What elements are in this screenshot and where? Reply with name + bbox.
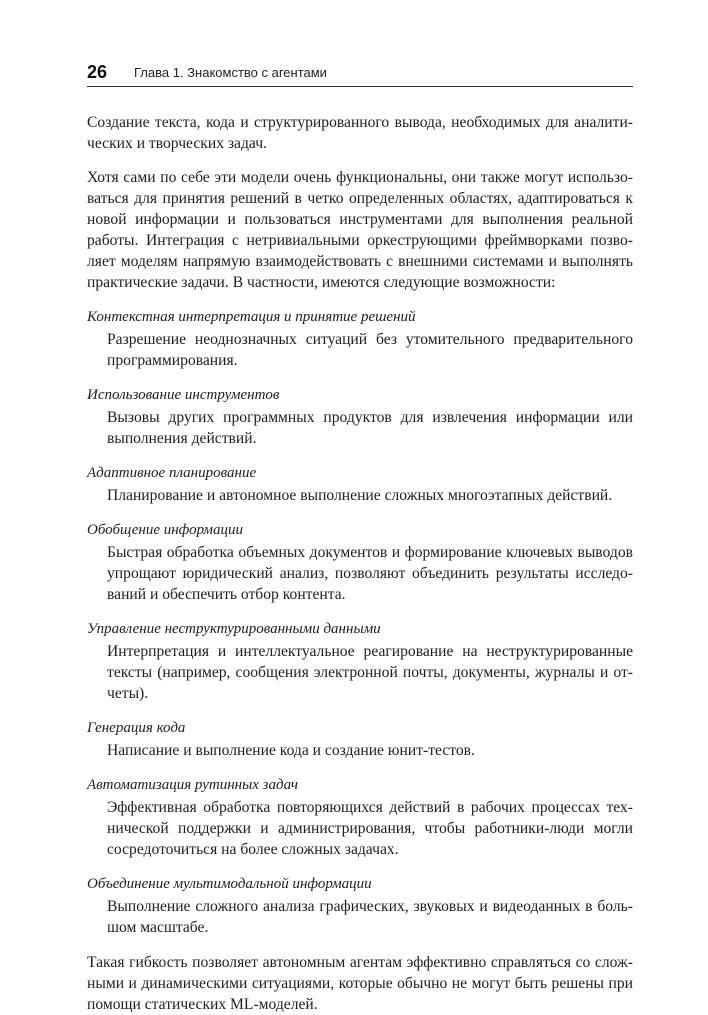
list-item [87,307,633,371]
running-title: Глава 1. Знакомство с агентами [134,65,327,80]
capability-description: Выполнение сложного анализа графических, звуковых и видеоданных в большом масштабе. [107,898,633,936]
capability-term: Объединение мультимодальной информации [87,876,372,892]
intro-paragraph: Создание текста, кода и структурированного вывода, необходимых для аналитических и творческих задач. [87,114,633,152]
page-header [87,60,633,87]
list-item [87,619,633,704]
capability-term: Управление неструктурированными данными [87,621,381,637]
capability-term: Обобщение информации [87,522,243,538]
capability-term: Генерация кода [87,720,186,736]
capability-description: Эффективная обработка повторяющихся действий в рабочих процессах технической поддержки и администрирования, чтобы работники-люди могли сосредоточиться на более сложных задачах. [107,799,633,858]
page-body [87,112,633,1015]
capability-term: Использование инструментов [87,387,280,403]
capability-description: Вызовы других программных продуктов для извлечения информации или выполнения действий. [107,409,633,447]
capability-description: Быстрая обработка объемных документов и формирование ключевых выводов упрощают юридический анализ, позволяют объединить результаты исследований и обеспечить отбор контента. [107,544,633,603]
page-number: 26 [87,62,108,82]
list-item [87,520,633,605]
list-item [87,874,633,938]
capability-description: Написание и выполнение кода и создание юнит-тестов. [107,742,475,759]
closing-paragraph: Такая гибкость позволяет автономным агентам эффективно справляться со сложными и динамическими ситуациями, которые обычно не могут быть решены при помощи статических ML-моделей. [87,954,633,1013]
intro-paragraph: Хотя сами по себе эти модели очень функциональны, они также могут использоваться для принятия решений в четко определенных областях, адаптироваться к новой информации и пользоваться инструментами для выполнения реальной работы. Интеграция с нетривиальными оркеструющими фреймворками позволяет моделям напрямую взаимодействовать с внешними системами и выполнять практические задачи. В частности, имеются следующие возможности: [87,169,633,291]
capability-term: Контекстная интерпретация и принятие решений [87,309,416,325]
list-item [87,385,633,449]
capability-description: Интерпретация и интеллектуальное реагирование на неструктурированные тексты (например, сообщения электронной почты, документы, журналы и отчеты). [107,643,633,702]
capability-description: Планирование и автономное выполнение сложных многоэтапных действий. [107,487,613,504]
list-item [87,775,633,860]
capabilities-list [87,307,633,938]
list-item [87,718,633,761]
list-item [87,463,633,506]
capability-term: Адаптивное планирование [87,465,257,481]
capability-term: Автоматизация рутинных задач [87,777,299,793]
capability-description: Разрешение неоднозначных ситуаций без утомительного предварительного программирования. [107,331,633,369]
